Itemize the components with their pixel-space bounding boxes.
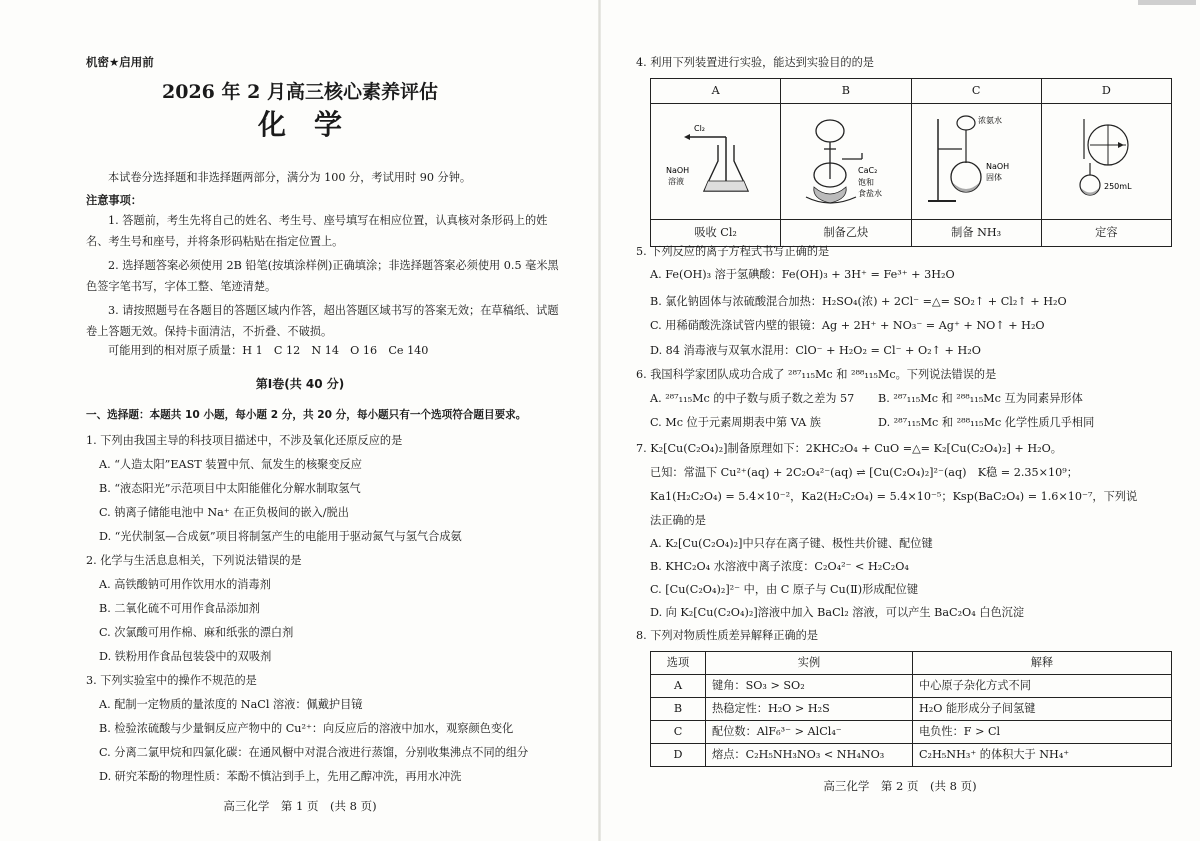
q4-apparatus-b xyxy=(781,104,911,220)
scan-corner-mark xyxy=(1138,0,1196,5)
note-2: 2. 选择题答案必须使用 2B 铅笔(按填涂样例)正确填涂；非选择题答案必须使用 0.5 毫米黑色签字笔书写，字体工整、笔迹清楚。 xyxy=(86,259,559,293)
q2-option-b: B. 二氧化硫不可用作食品添加剂 xyxy=(99,602,260,615)
section-title: 一、选择题：本题共 10 小题，每小题 2 分，共 20 分，每小题只有一个选项符合题目要求。 xyxy=(86,409,527,421)
q8-row-d-explanation: C₂H₅NH₃⁺ 的体积大于 NH₄⁺ xyxy=(913,744,1172,767)
exam-intro: 本试卷分选择题和非选择题两部分，满分为 100 分，考试用时 90 分钟。 xyxy=(108,171,472,184)
q4-caption-c: 制备 NH₃ xyxy=(911,220,1041,247)
a-gas-label: Cl₂ xyxy=(693,124,705,134)
q4-caption-a: 吸收 Cl₂ xyxy=(651,220,781,247)
note-1: 1. 答题前，考生先将自己的姓名、考生号、座号填写在相应位置，认真核对条形码上的姓名、考生号和座号，并将条形码粘贴在指定位置上。 xyxy=(86,214,548,248)
table-row xyxy=(651,744,1172,767)
q4-apparatus-table xyxy=(650,78,1172,247)
question-2: 2. 化学与生活息息相关，下列说法错误的是 xyxy=(86,554,302,567)
a-liquid-label-2: 溶液 xyxy=(667,177,684,187)
q8-header-example: 实例 xyxy=(706,652,913,675)
c-top-label: 浓氨水 xyxy=(978,116,1003,126)
acetylene-generator-icon xyxy=(786,109,906,209)
q8-row-d-option: D xyxy=(651,744,706,767)
q4-apparatus-a xyxy=(651,104,781,220)
q3-option-c: C. 分离二氯甲烷和四氯化碳：在通风橱中对混合液进行蒸馏，分别收集沸点不同的组分 xyxy=(99,746,529,759)
volumetric-flask-icon xyxy=(1046,109,1166,209)
q4-header-a: A xyxy=(651,79,781,104)
q8-row-c-explanation: 电负性：F > Cl xyxy=(913,721,1172,744)
c-solid-label-2: 固体 xyxy=(986,173,1003,183)
note-3: 3. 请按照题号在各题目的答题区域内作答，超出答题区域书写的答案无效；在草稿纸、试题卷上答题无效。保持卡面清洁，不折叠、不破损。 xyxy=(86,304,559,338)
q8-row-c-option: C xyxy=(651,721,706,744)
b-solid-label: CaC₂ xyxy=(857,166,878,176)
q4-header-b: B xyxy=(781,79,911,104)
q8-row-a-example: 键角：SO₃ > SO₂ xyxy=(706,675,913,698)
q8-row-a-option: A xyxy=(651,675,706,698)
notes-title: 注意事项： xyxy=(86,194,142,207)
q7-given-line-1: 已知：常温下 Cu²⁺(aq) + 2C₂O₄²⁻(aq) ⇌ [Cu(C₂O₄)₂]²⁻(aq) K稳 = 2.35×10⁹； xyxy=(650,466,1078,479)
q2-option-a: A. 高铁酸钠可用作饮用水的消毒剂 xyxy=(99,578,271,591)
q1-option-a: A. “人造太阳”EAST 装置中氘、氚发生的核聚变反应 xyxy=(99,458,362,471)
q5-option-c: C. 用稀硝酸洗涤试管内壁的银镜：Ag + 2H⁺ + NO₃⁻ = Ag⁺ + NO↑ + H₂O xyxy=(650,319,1045,332)
q8-row-b-example: 热稳定性：H₂O > H₂S xyxy=(706,698,913,721)
q8-row-d-example: 熔点：C₂H₅NH₃NO₃ < NH₄NO₃ xyxy=(706,744,913,767)
a-liquid-label-1: NaOH xyxy=(665,166,689,176)
ammonia-preparation-icon xyxy=(916,109,1036,209)
q4-apparatus-d xyxy=(1041,104,1171,220)
q1-option-b: B. “液态阳光”示范项目中太阳能催化分解水制取氢气 xyxy=(99,482,361,495)
question-7: 7. K₂[Cu(C₂O₄)₂]制备原理如下：2KHC₂O₄ + CuO =△= K₂[Cu(C₂O₄)₂] + H₂O。 xyxy=(636,442,1062,455)
q7-option-a: A. K₂[Cu(C₂O₄)₂]中只存在离子键、极性共价键、配位键 xyxy=(650,537,933,550)
question-6: 6. 我国科学家团队成功合成了 ²⁸⁷₁₁₅Mc 和 ²⁸⁸₁₁₅Mc。下列说法错误的是 xyxy=(636,368,997,381)
q8-header-option: 选项 xyxy=(651,652,706,675)
question-4: 4. 利用下列装置进行实验，能达到实验目的的是 xyxy=(636,56,874,69)
exam-title: 2026 年 2 月高三核心素养评估 xyxy=(162,81,438,103)
table-row xyxy=(651,675,1172,698)
q7-given-line-3: 法正确的是 xyxy=(650,514,706,527)
atomic-masses: 可能用到的相对原子质量：H 1 C 12 N 14 O 16 Ce 140 xyxy=(108,344,429,357)
q4-caption-b: 制备乙炔 xyxy=(781,220,911,247)
page-footer-1: 高三化学 第 1 页 (共 8 页) xyxy=(223,799,377,813)
q5-option-b: B. 氯化钠固体与浓硫酸混合加热：H₂SO₄(浓) + 2Cl⁻ =△= SO₂↑ + Cl₂↑ + H₂O xyxy=(650,295,1067,308)
q7-option-d: D. 向 K₂[Cu(C₂O₄)₂]溶液中加入 BaCl₂ 溶液，可以产生 BaC₂O₄ 白色沉淀 xyxy=(650,606,1025,619)
q2-option-c: C. 次氯酸可用作棉、麻和纸张的漂白剂 xyxy=(99,626,294,639)
q6-option-c: C. Mc 位于元素周期表中第 VA 族 xyxy=(650,416,821,429)
q4-apparatus-c xyxy=(911,104,1041,220)
q4-header-d: D xyxy=(1041,79,1171,104)
gas-absorption-flask-icon xyxy=(656,109,776,209)
q4-caption-d: 定容 xyxy=(1041,220,1171,247)
table-row xyxy=(651,698,1172,721)
q6-option-b: B. ²⁸⁷₁₁₅Mc 和 ²⁸⁸₁₁₅Mc 互为同素异形体 xyxy=(878,392,1083,405)
right-page xyxy=(600,0,1200,841)
question-1: 1. 下列由我国主导的科技项目描述中，不涉及氧化还原反应的是 xyxy=(86,434,403,447)
q3-option-d: D. 研究苯酚的物理性质：苯酚不慎沾到手上，先用乙醇冲洗，再用水冲洗 xyxy=(99,770,462,783)
part-title: 第Ⅰ卷(共 40 分) xyxy=(255,377,345,391)
q1-option-c: C. 钠离子储能电池中 Na⁺ 在正负极间的嵌入/脱出 xyxy=(99,506,349,519)
q1-option-d: D. “光伏制氢—合成氨”项目将制氢产生的电能用于驱动氮气与氢气合成氨 xyxy=(99,530,462,543)
d-volume-label: 250mL xyxy=(1104,182,1132,192)
q8-row-b-option: B xyxy=(651,698,706,721)
page-footer-2: 高三化学 第 2 页 (共 8 页) xyxy=(823,779,977,793)
q8-header-explanation: 解释 xyxy=(913,652,1172,675)
question-8: 8. 下列对物质性质差异解释正确的是 xyxy=(636,629,819,642)
question-3: 3. 下列实验室中的操作不规范的是 xyxy=(86,674,257,687)
q3-option-b: B. 检验浓硫酸与少量铜反应产物中的 Cu²⁺：向反应后的溶液中加水，观察颜色变化 xyxy=(99,722,514,735)
q5-option-a: A. Fe(OH)₃ 溶于氢碘酸：Fe(OH)₃ + 3H⁺ = Fe³⁺ + 3H₂O xyxy=(650,268,955,281)
b-liquid-label-2: 食盐水 xyxy=(857,189,882,199)
q8-row-a-explanation: 中心原子杂化方式不同 xyxy=(913,675,1172,698)
q8-row-c-example: 配位数：AlF₆³⁻ > AlCl₄⁻ xyxy=(706,721,913,744)
question-5: 5. 下列反应的离子方程式书写正确的是 xyxy=(636,245,830,258)
b-liquid-label-1: 饱和 xyxy=(857,178,874,188)
q8-comparison-table xyxy=(650,651,1172,767)
confidential-label: 机密★启用前 xyxy=(86,55,154,69)
q7-option-b: B. KHC₂O₄ 水溶液中离子浓度：C₂O₄²⁻ < H₂C₂O₄ xyxy=(650,560,909,573)
q8-row-b-explanation: H₂O 能形成分子间氢键 xyxy=(913,698,1172,721)
q7-given-line-2: Ka1(H₂C₂O₄) = 5.4×10⁻²，Ka2(H₂C₂O₄) = 5.4×10⁻⁵；Ksp(BaC₂O₄) = 1.6×10⁻⁷，下列说 xyxy=(650,490,1138,503)
c-solid-label-1: NaOH xyxy=(986,162,1010,172)
q3-option-a: A. 配制一定物质的量浓度的 NaCl 溶液：佩戴护目镜 xyxy=(99,698,363,711)
q4-header-c: C xyxy=(911,79,1041,104)
q7-option-c: C. [Cu(C₂O₄)₂]²⁻ 中，由 C 原子与 Cu(Ⅱ)形成配位键 xyxy=(650,583,919,596)
subject-title: 化学 xyxy=(257,108,370,141)
table-row xyxy=(651,721,1172,744)
q6-option-d: D. ²⁸⁷₁₁₅Mc 和 ²⁸⁸₁₁₅Mc 化学性质几乎相同 xyxy=(878,416,1095,429)
q6-option-a: A. ²⁸⁷₁₁₅Mc 的中子数与质子数之差为 57 xyxy=(650,392,855,405)
q5-option-d: D. 84 消毒液与双氧水混用：ClO⁻ + H₂O₂ = Cl⁻ + O₂↑ + H₂O xyxy=(650,344,981,357)
q2-option-d: D. 铁粉用作食品包装袋中的双吸剂 xyxy=(99,650,272,663)
